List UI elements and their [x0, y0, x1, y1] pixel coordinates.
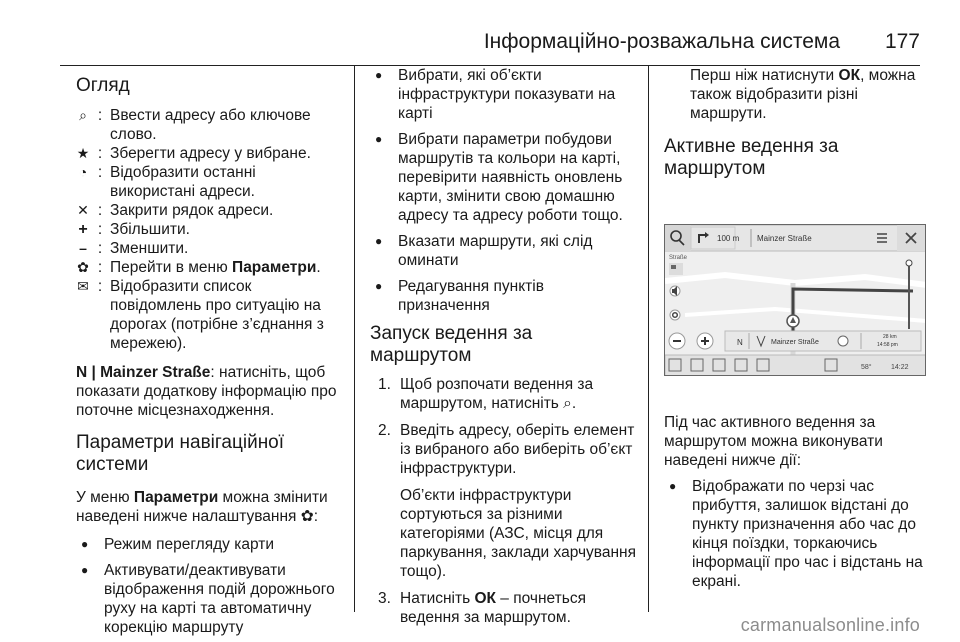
def-desc: Зберегти адресу у вибране.: [110, 145, 311, 162]
def-settings: ✿ : Перейти в меню Параметри.: [76, 258, 344, 277]
search-icon: ⌕: [79, 107, 87, 123]
message-icon: ✉: [77, 278, 89, 294]
column-divider: [354, 66, 355, 612]
steps-list: [370, 375, 638, 627]
arrival-info: 28 km: [883, 334, 897, 340]
def-desc: Відобразити останні використані адреси.: [110, 164, 256, 200]
svg-text:Straße: Straße: [669, 255, 688, 261]
def-messages: ✉ : Відобразити список повідомлень про ситуацію на дорогах (потрібне з’єднання з мережею).: [76, 277, 344, 353]
para-during-guidance: Під час активного ведення за маршрутом можна виконувати наведені нижче дії:: [664, 414, 883, 469]
list-item: 3. Натисніть ОК – почнеться ведення за маршрутом.: [378, 590, 586, 626]
params-list-cont: [370, 66, 638, 315]
column-divider: [648, 66, 649, 612]
list-item: ● Вибрати, які об’єкти інфраструктури показувати на карті: [370, 66, 638, 123]
def-recent: ◔ : Відобразити останні використані адреси.: [76, 163, 344, 201]
def-desc: Перейти в меню Параметри.: [110, 259, 321, 276]
def-zoom-out: – : Зменшити.: [76, 239, 344, 258]
para-intro: Перш ніж натиснути ОК, можна також відобразити різні маршрути.: [690, 67, 916, 122]
page-header: [60, 26, 920, 66]
heading-letter: N: [737, 338, 743, 347]
column-1: [76, 66, 344, 642]
def-desc: Ввести адресу або ключове слово.: [110, 107, 311, 143]
def-desc: Відобразити список повідомлень про ситуацію на дорогах (потрібне з’єднання з мережею).: [110, 278, 324, 352]
list-item: ● Вибрати параметри побудови маршрутів та кольори на карті, перевірити наявність оновлень карти, змінити свою домашню адресу та адресу роботи тощо.: [370, 130, 638, 225]
street-label: Mainzer Straße: [757, 234, 812, 243]
distance-label: 100 m: [717, 234, 740, 243]
actions-list: [664, 477, 930, 591]
def-close: ✕ : Закрити рядок адреси.: [76, 201, 344, 220]
def-desc: Збільшити.: [110, 221, 190, 238]
minus-icon: –: [79, 240, 87, 256]
clock-icon: ◔: [78, 164, 88, 180]
clock-label: 14:22: [891, 364, 909, 371]
heading-active-guidance: Активне ведення за маршрутом: [664, 136, 839, 179]
nav-screen-illustration: [664, 224, 926, 376]
gear-icon: ✿: [300, 508, 314, 525]
para-menu: У меню Параметри можна змінити наведені нижче налаштування ✿:: [76, 489, 328, 525]
star-icon: ★: [76, 145, 90, 161]
close-icon: ✕: [77, 202, 89, 218]
list-item: ● Відображати по черзі час прибуття, залишок відстані до пункту призначення або час до кінця поїздки, торкаючись інформації про час і відстань на екрані.: [664, 477, 930, 591]
arrival-dist: 14:58 pm: [877, 342, 898, 348]
watermark: carmanualsonline.info: [740, 615, 920, 635]
list-item: 1. Щоб розпочати ведення за маршрутом, натисніть ⌕.: [378, 376, 594, 412]
def-desc: Зменшити.: [110, 240, 189, 257]
para-location: N | Mainzer Straße: натисніть, щоб показати додаткову інформацію про поточне місцезнаходження.: [76, 364, 337, 419]
def-search: ⌕ : Ввести адресу або ключове слово.: [76, 106, 344, 144]
header-title: Інформаційно-розважальна система: [483, 30, 840, 53]
params-list: [76, 535, 344, 637]
column-3: [664, 66, 930, 598]
heading-overview: Огляд: [76, 75, 130, 96]
list-item: ● Активувати/деактивувати відображення подій дорожнього руху на карті та автоматичну корекцію маршруту: [76, 561, 344, 637]
def-desc: Закрити рядок адреси.: [110, 202, 274, 219]
heading-start-guidance: Запуск ведення за маршрутом: [370, 323, 533, 366]
page-number: 177: [884, 30, 920, 53]
list-item: ● Редагування пунктів призначення: [370, 277, 638, 315]
def-star: ★ : Зберегти адресу у вибране.: [76, 144, 344, 163]
search-button: [665, 225, 691, 251]
temperature-label: 58°: [861, 364, 872, 371]
def-zoom-in: + : Збільшити.: [76, 220, 344, 239]
heading-nav-params: Параметри навігаційної системи: [76, 432, 285, 475]
list-item: 2. Введіть адресу, оберіть елемент із вибраного або виберіть об’єкт інфраструктури. Об’єкти інфраструктури сортуються за різними категоріями (АЗС, місця для паркування, заклади харчування тощо).: [378, 422, 636, 580]
settings-button: [670, 310, 680, 320]
car-marker-icon: [838, 336, 848, 346]
zoom-slider-handle: [906, 260, 912, 266]
list-item: ● Режим перегляду карти: [76, 535, 344, 554]
list-item: ● Вказати маршрути, які слід оминати: [370, 232, 638, 270]
plus-icon: +: [78, 221, 88, 238]
nav-screen-svg: [665, 225, 926, 376]
current-street: Mainzer Straße: [771, 339, 819, 346]
column-2: [370, 66, 638, 635]
gear-icon: ✿: [77, 259, 89, 275]
poi-icon: [671, 265, 676, 269]
